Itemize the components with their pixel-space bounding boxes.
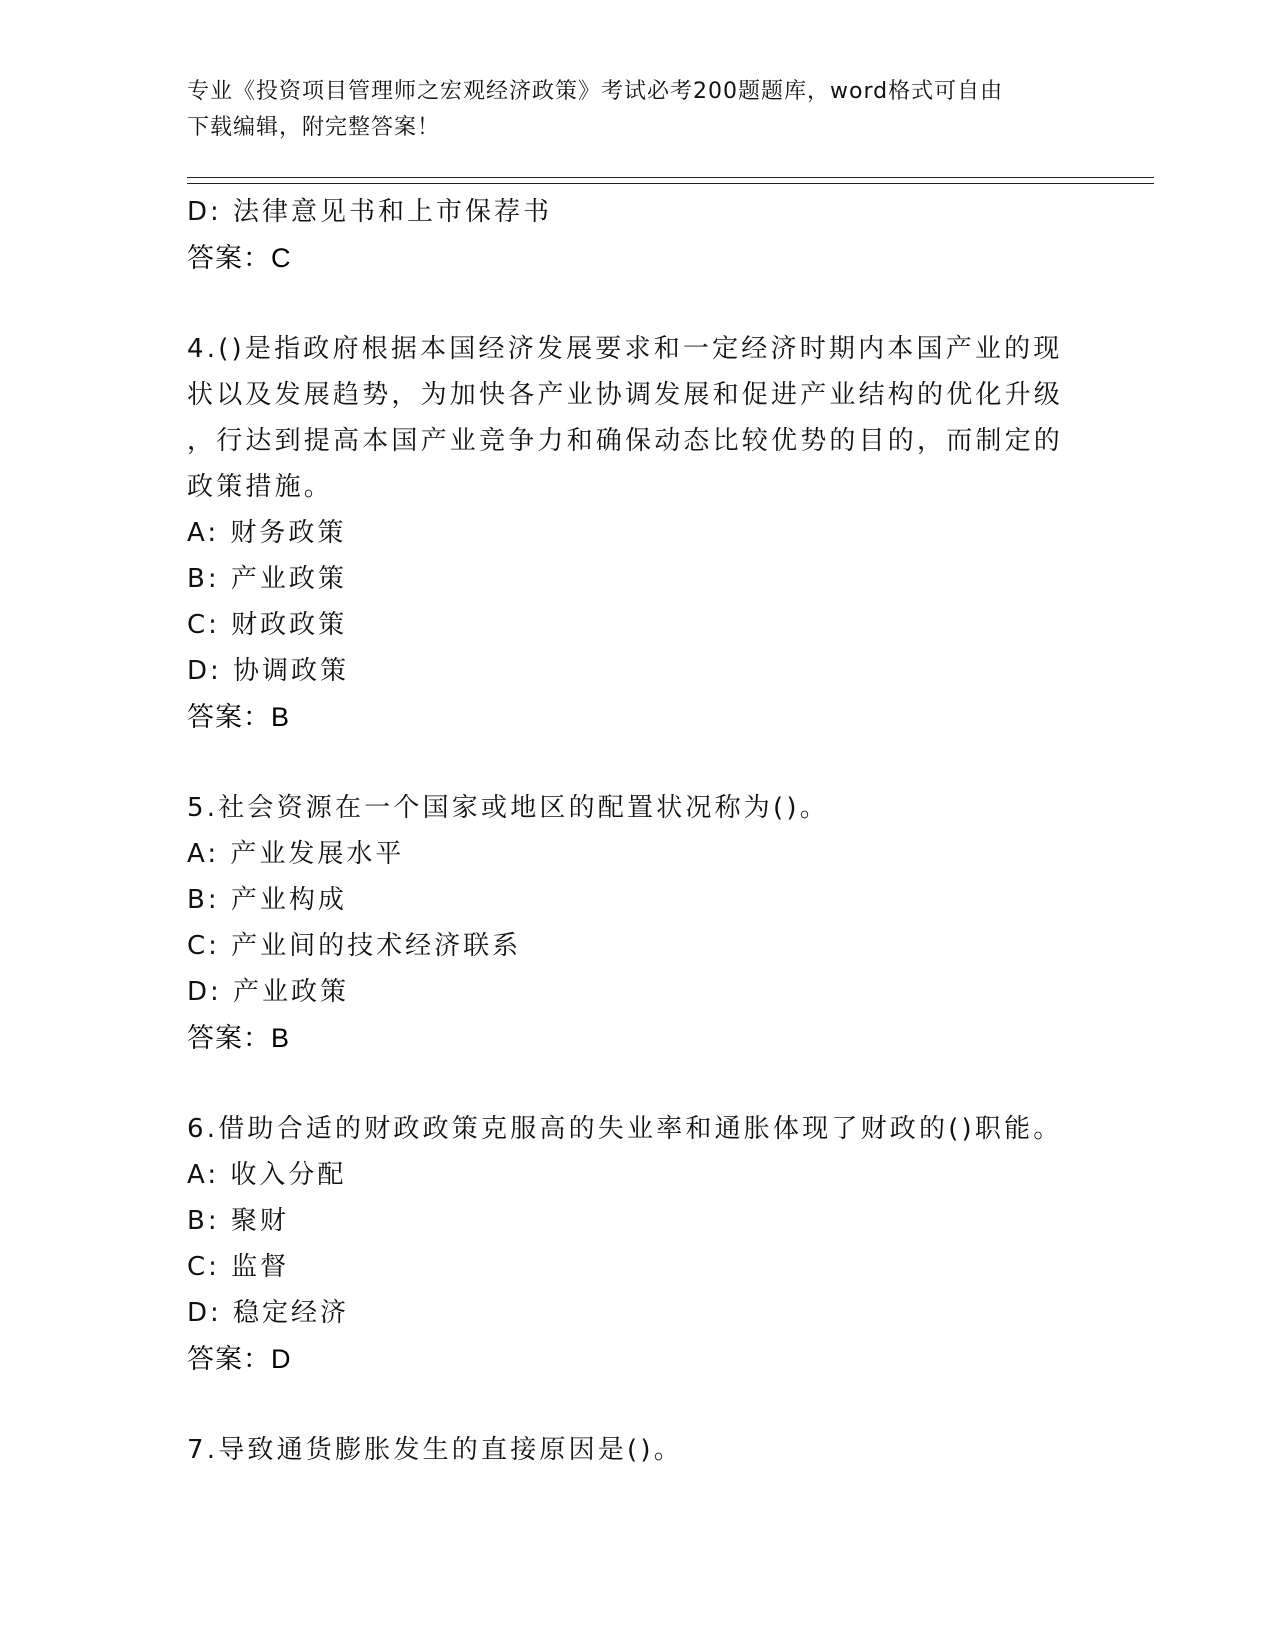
option-c: C: 监督: [187, 1252, 290, 1282]
header-rule-bottom: [187, 183, 1154, 184]
question-5: [187, 785, 1067, 1061]
spacer: [187, 1382, 1067, 1427]
header-line-2: 下载编辑，附完整答案！: [187, 115, 441, 140]
header-line-1: 专业《投资项目管理师之宏观经济政策》考试必考200题题库，word格式可自由: [187, 79, 1004, 104]
spacer: [187, 1061, 1067, 1106]
answer: 答案：D: [187, 1344, 292, 1374]
option-d: D: 稳定经济: [187, 1298, 350, 1328]
answer: 答案：B: [187, 1023, 291, 1053]
question-stem: 5.社会资源在一个国家或地区的配置状况称为()。: [187, 793, 829, 823]
question-stem-line: 政策措施。: [187, 472, 334, 502]
answer: 答案：C: [187, 243, 292, 273]
option-c: C: 产业间的技术经济联系: [187, 931, 522, 961]
question-3-tail: [187, 189, 1067, 281]
option-a: A: 产业发展水平: [187, 839, 405, 869]
option-d: D: 协调政策: [187, 656, 350, 686]
option-b: B: 聚财: [187, 1206, 289, 1236]
document-header: [187, 74, 1077, 146]
question-4: [187, 326, 1067, 740]
option-d: D: 产业政策: [187, 977, 350, 1007]
question-stem-line: 状以及发展趋势，为加快各产业协调发展和促进产业结构的优化升级: [187, 380, 1064, 410]
option-d: D: 法律意见书和上市保荐书: [187, 197, 553, 227]
question-stem-line: ，行达到提高本国产业竞争力和确保动态比较优势的目的，而制定的: [187, 426, 1064, 456]
spacer: [187, 281, 1067, 326]
option-c: C: 财政政策: [187, 610, 348, 640]
question-7: [187, 1427, 1067, 1473]
option-a: A: 财务政策: [187, 518, 347, 548]
question-stem: 7.导致通货膨胀发生的直接原因是()。: [187, 1435, 683, 1465]
option-b: B: 产业政策: [187, 564, 347, 594]
option-b: B: 产业构成: [187, 885, 347, 915]
header-rule-top: [187, 177, 1154, 178]
question-stem-line: 4.()是指政府根据本国经济发展要求和一定经济时期内本国产业的现: [187, 334, 1063, 364]
answer: 答案：B: [187, 702, 291, 732]
question-6: [187, 1106, 1067, 1382]
question-stem: 6.借助合适的财政政策克服高的失业率和通胀体现了财政的()职能。: [187, 1114, 1063, 1144]
option-a: A: 收入分配: [187, 1160, 347, 1190]
spacer: [187, 740, 1067, 785]
question-content: [187, 189, 1067, 1473]
